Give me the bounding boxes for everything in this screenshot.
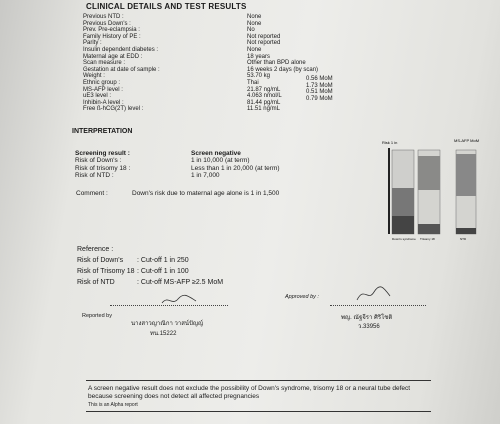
risk-value: Less than 1 in 20,000 (at term) (191, 164, 280, 172)
approved-signature-line (330, 305, 426, 306)
clinical-label: Parity : (83, 40, 102, 47)
risk-label: Risk of NTD : (75, 172, 114, 180)
chart-left-title: Risk 1 in (382, 140, 398, 145)
clinical-label: Previous Down's : (83, 20, 131, 27)
reported-by-label: Reported by (82, 313, 112, 319)
risk-label: Risk of trisomy 18 : (75, 164, 131, 172)
t18-low (418, 224, 440, 234)
clinical-label: Free ß-hCG(2T) level : (83, 106, 144, 113)
right-signature (354, 284, 394, 304)
left-signer-license: ทน.15222 (150, 331, 177, 337)
risk-value: Screen negative (191, 150, 241, 157)
left-signature (160, 294, 200, 306)
clinical-labels (83, 14, 160, 113)
ntd-band (456, 154, 476, 196)
mom-value: 0.79 MoM (306, 95, 333, 102)
comment-label: Comment : (76, 190, 108, 197)
clinical-value: 21.87 ng/mL (247, 86, 281, 93)
section-title: CLINICAL DETAILS AND TEST RESULTS (86, 2, 247, 11)
clinical-value: None (247, 14, 262, 20)
clinical-value: 18 years (247, 53, 271, 60)
risk-value: 1 in 7,000 (191, 172, 220, 180)
reference-label: Risk of Down's (77, 257, 124, 264)
clinical-label: Gestation at date of sample : (83, 66, 160, 73)
clinical-label: Scan measure : (83, 60, 126, 67)
risk-value: 1 in 10,000 (at term) (191, 157, 250, 165)
clinical-value: Other than BPD alone (247, 60, 306, 67)
clinical-label: Prev. Pre-eclampsia : (83, 27, 140, 34)
clinical-value: 11.51 ng/mL (247, 106, 280, 113)
reference-value: : Cut-off MS-AFP ≥2.5 MoM (137, 279, 224, 286)
reference-value: : Cut-off 1 in 100 (137, 268, 189, 275)
chart-label-down: Down's syndrome (392, 237, 416, 241)
right-signer-name: พญ. ณัฐจีรา ศิริโชติ (341, 315, 393, 321)
reference-row (77, 277, 223, 288)
chart-label-ntd: NTD (460, 237, 467, 241)
ntd-low (456, 228, 476, 234)
clinical-value: None (247, 20, 262, 27)
risk-values (191, 150, 280, 180)
footer-warning: A screen negative result does not exclude the possibility of Down's syndrome, trisomy 18 or a neural tube defect because screening does not detect all affected pregnancies (88, 385, 411, 400)
risk-label: Risk of Down's : (75, 157, 122, 165)
clinical-value: 4.063 nmol/L (247, 93, 282, 100)
mom-value: 0.56 MoM (306, 76, 333, 82)
mom-values (306, 76, 333, 102)
chart-right-title: MS-AFP MoM (454, 138, 480, 143)
clinical-label: Ethnic group : (83, 79, 121, 86)
reference-row (77, 255, 223, 266)
clinical-value: 53.70 kg (247, 73, 271, 80)
t18-band (418, 156, 440, 190)
clinical-label: Weight : (83, 73, 105, 80)
approved-by-label: Approved by : (285, 294, 319, 300)
reference-row (77, 266, 223, 277)
left-signer-name: นางสาวญาณิกา วาสน์ปัญญ์ (131, 321, 204, 327)
risk-label: Screening result : (75, 150, 130, 157)
interpretation-title: INTERPRETATION (72, 128, 133, 135)
right-signer-license: ว.33956 (358, 324, 380, 330)
clinical-value: 81.44 pg/mL (247, 99, 281, 106)
reference-label: Risk of NTD (77, 279, 115, 286)
risk-labels (75, 150, 130, 180)
chart-label-t18: Trisomy 18 (420, 237, 435, 241)
down-low (392, 216, 414, 234)
reference-label: Risk of Trisomy 18 (77, 268, 135, 275)
comment-text: Down's risk due to maternal age alone is 1 in 1,500 (132, 190, 280, 197)
reference-value: : Cut-off 1 in 250 (137, 257, 189, 264)
reference-title: Reference : (77, 246, 114, 253)
clinical-label: Inhibin-A level : (83, 99, 124, 106)
clinical-value: 16 weeks 2 days (by scan) (247, 66, 319, 73)
clinical-label: Family History of PE : (83, 33, 141, 40)
clinical-value: Not reported (247, 40, 281, 47)
clinical-value: No (247, 27, 255, 34)
clinical-label: Maternal age at EDD : (83, 53, 143, 60)
clinical-label: Insulin dependent diabetes : (83, 46, 159, 53)
clinical-value: Thai (247, 79, 259, 86)
clinical-value: Not reported (247, 33, 281, 40)
clinical-label: MS-AFP level : (83, 86, 123, 93)
mom-value: 1.73 MoM (306, 82, 333, 89)
footer-note: This is an Alpha report (88, 402, 138, 408)
risk-chart (372, 136, 484, 248)
mom-value: 0.51 MoM (306, 89, 333, 96)
reference-block (77, 244, 223, 288)
down-band (392, 188, 414, 216)
chart-axis (388, 148, 390, 234)
clinical-label: Previous NTD : (83, 14, 124, 20)
clinical-value: None (247, 46, 262, 53)
clinical-label: uE3 level : (83, 93, 112, 100)
risk-chart-graphic (372, 136, 484, 248)
